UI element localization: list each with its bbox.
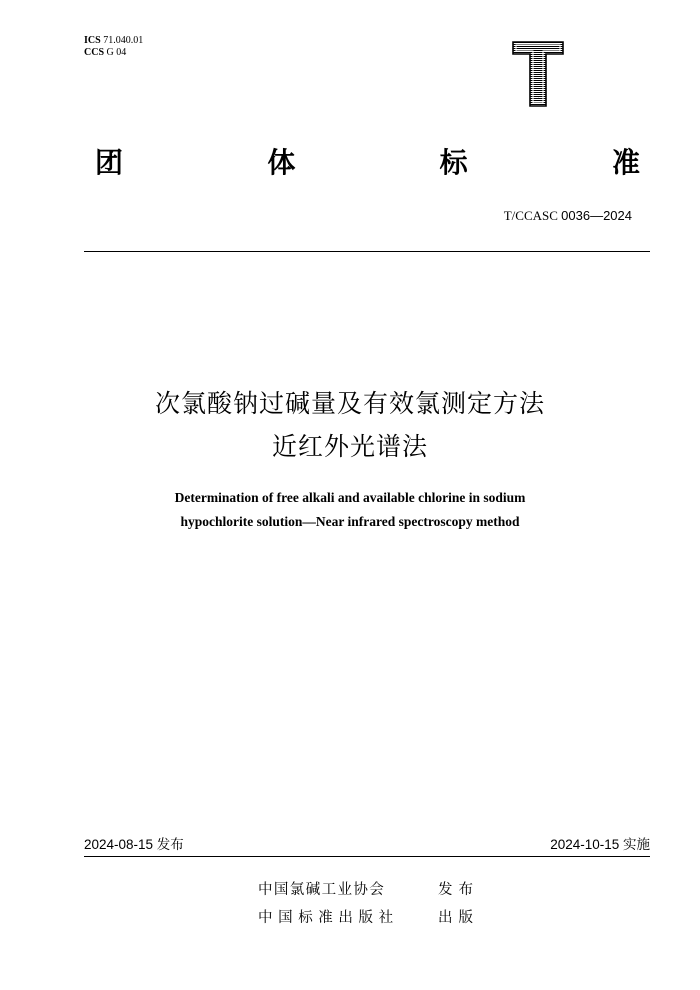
implementation-date: 2024-10-15 实施 (550, 837, 650, 852)
classification-codes (84, 35, 143, 59)
bottom-divider (84, 856, 650, 857)
ics-code: ICS 71.040.01 (84, 35, 144, 46)
issuing-organization: 中国氯碱工业协会 (258, 882, 386, 898)
category-letter-t-logo (510, 38, 566, 110)
issuing-role: 发布 (438, 882, 479, 898)
publishing-role: 出版 (438, 910, 479, 926)
standard-number: T/CCASC 0036—2024 (503, 208, 632, 223)
ccs-code: CCS G 04 (84, 47, 127, 58)
category-letter: T (538, 98, 539, 99)
standard-type-heading (95, 143, 640, 183)
top-divider (84, 251, 650, 252)
issue-date: 2024-08-15 发布 (84, 837, 184, 852)
publishing-organization: 中国标准出版社 (258, 910, 399, 926)
standard-type-char: 体 (267, 146, 296, 179)
english-title-line1: Determination of free alkali and available chlorine in sodium (174, 490, 526, 505)
chinese-title-line2: 近红外光谱法 (271, 432, 428, 461)
standard-type-char: 标 (439, 146, 468, 179)
standard-type-char: 团 (95, 146, 124, 179)
chinese-title-line1: 次氯酸钠过碱量及有效氯测定方法 (154, 389, 545, 418)
standard-type-char: 准 (611, 146, 640, 179)
english-title-line2: hypochlorite solution—Near infrared spectroscopy method (180, 514, 520, 529)
